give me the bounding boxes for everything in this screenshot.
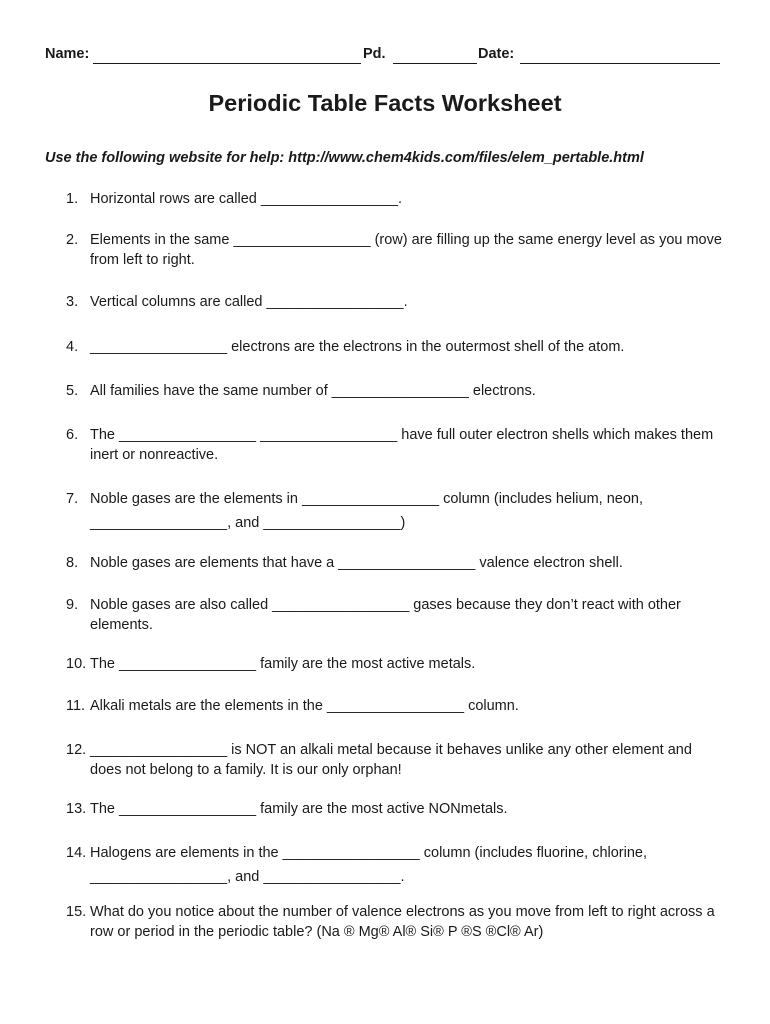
question-text: _________________ is NOT an alkali metal because it behaves unlike any other element and does not belong to a family. It is our only orphan! — [90, 742, 692, 778]
question-number: 5. — [66, 383, 79, 399]
question-number: 14. — [66, 845, 87, 861]
question-text: Noble gases are also called _________________ gases because they don’t react with other elements. — [90, 597, 681, 633]
question-item — [66, 902, 726, 942]
question-text: The _________________ family are the most active NONmetals. — [90, 801, 508, 817]
name-label: Name: — [45, 46, 90, 62]
question-text: Noble gases are elements that have a _________________ valence electron shell. — [90, 555, 623, 571]
question-text: _________________ electrons are the electrons in the outermost shell of the atom. — [90, 339, 625, 355]
help-text: Use the following website for help: http://www.chem4kids.com/files/elem_pertable.html — [45, 150, 644, 166]
question-number: 13. — [66, 801, 87, 817]
question-number: 2. — [66, 232, 79, 248]
question-number: 4. — [66, 339, 79, 355]
question-item — [66, 487, 726, 535]
question-text: Noble gases are the elements in _________________ column (includes helium, neon, _________________, and _________________) — [90, 491, 643, 531]
question-item — [66, 425, 726, 465]
question-item — [66, 654, 726, 674]
pd-blank — [393, 63, 477, 64]
question-number: 9. — [66, 597, 79, 613]
name-blank — [93, 63, 361, 64]
question-item — [66, 841, 726, 889]
student-info-header — [45, 46, 720, 68]
question-number: 8. — [66, 555, 79, 571]
question-text: Horizontal rows are called _________________. — [90, 191, 402, 207]
date-label: Date: — [478, 46, 515, 62]
question-item — [66, 337, 726, 357]
question-number: 11. — [66, 698, 86, 714]
question-item — [66, 740, 726, 780]
question-item — [66, 553, 726, 573]
question-number: 6. — [66, 427, 79, 443]
question-text: The _________________ family are the most active metals. — [90, 656, 476, 672]
question-number: 15. — [66, 904, 87, 920]
question-number: 10. — [66, 656, 87, 672]
question-number: 7. — [66, 491, 79, 507]
date-blank — [520, 63, 720, 64]
question-text: All families have the same number of _________________ electrons. — [90, 383, 536, 399]
question-item — [66, 189, 726, 209]
question-text: Elements in the same _________________ (row) are filling up the same energy level as you move from left to right. — [90, 232, 722, 268]
question-item — [66, 696, 726, 716]
question-item — [66, 381, 726, 401]
page-title: Periodic Table Facts Worksheet — [208, 90, 562, 116]
question-text: What do you notice about the number of valence electrons as you move from left to right across a row or period in the periodic table? (Na ® Mg® Al® Si® P ®S ®Cl® Ar) — [90, 904, 715, 940]
question-text: Halogens are elements in the _________________ column (includes fluorine, chlorine, _________________, and _________________. — [90, 845, 648, 885]
question-text: Vertical columns are called _________________. — [90, 294, 408, 310]
question-item — [66, 292, 726, 312]
question-item — [66, 595, 726, 635]
question-number: 12. — [66, 742, 87, 758]
question-number: 3. — [66, 294, 79, 310]
pd-label: Pd. — [363, 46, 386, 62]
question-item — [66, 799, 726, 819]
question-number: 1. — [66, 191, 79, 207]
question-text: The _________________ _________________ have full outer electron shells which makes them inert or nonreactive. — [90, 427, 714, 463]
question-item — [66, 230, 726, 270]
question-text: Alkali metals are the elements in the _________________ column. — [90, 698, 519, 714]
